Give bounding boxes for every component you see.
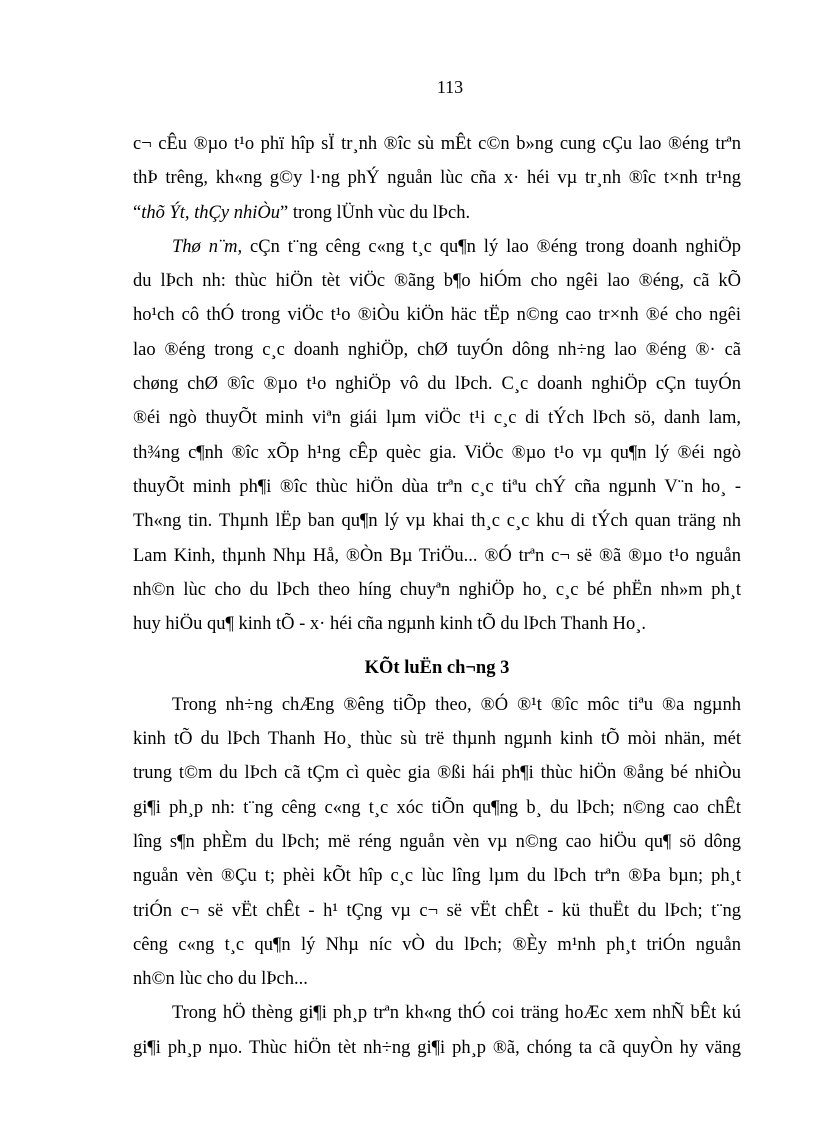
text-line: Trong hÖ thèng gi¶i ph¸p trªn kh«ng thÓ coi träng hoÆc xem nhÑ bÊt kú — [172, 1003, 741, 1024]
paragraph-1 — [133, 127, 741, 230]
text-line: huy hiÖu qu¶ kinh tÕ - x· héi cña ngµnh kinh tÕ du lÞch Thanh Ho¸. — [133, 614, 647, 635]
text-line: nh©n lùc cho du lÞch... — [133, 969, 308, 990]
page-number: 113 — [436, 77, 464, 97]
text-line: Trong nh÷ng chÆng ®êng tiÕp theo, ®Ó ®¹t ®îc môc tiªu ®a ngµnh — [172, 694, 741, 715]
text-line: ®éi ngò thuyÕt minh viªn giái lµm viÖc t¹i c¸c di tÝch lÞch sö, danh lam, — [133, 408, 741, 429]
text-line: nguån vèn ®Çu t; phèi kÕt hîp c¸c lùc lîng lµm du lÞch trªn ®Þa bµn; ph¸t — [133, 866, 741, 887]
text-line: c¬ cÊu ®µo t¹o phï hîp sÏ tr¸nh ®îc sù mÊt c©n b»ng cung cÇu lao ®éng trªn — [133, 134, 741, 154]
italic-lead: Thø n¨m, — [172, 236, 243, 257]
paragraph-4 — [133, 996, 741, 1065]
text-line: lîng s¶n phÈm du lÞch; më réng nguån vèn vµ n©ng cao hiÖu qu¶ sö dông — [133, 831, 741, 852]
text-line: triÓn c¬ së vËt chÊt - h¹ tÇng vµ c¬ së vËt chÊt - kü thuËt du lÞch; t¨ng — [133, 900, 741, 921]
text-line — [133, 230, 741, 264]
text-line: thuyÕt minh ph¶i ®îc thùc hiÖn dùa trªn c¸c tiªu chÝ cña ngµnh V¨n ho¸ - — [133, 476, 741, 497]
text-line: gi¶i ph¸p nµo. Thùc hiÖn tèt nh÷ng gi¶i ph¸p ®ã, chóng ta cã quyÒn hy väng — [133, 1037, 741, 1058]
text-line: cêng c«ng t¸c qu¶n lý Nhµ níc vÒ du lÞch; ®Èy m¹nh ph¸t triÓn nguån — [133, 934, 741, 955]
paragraph-3 — [133, 688, 741, 997]
text-line: du lÞch nh: thùc hiÖn tèt viÖc ®ãng b¶o hiÓm cho ngêi lao ®éng, cã kÕ — [133, 271, 741, 292]
document-body — [133, 127, 741, 1065]
quote-open: “ — [133, 202, 142, 223]
text-line: trung t©m du lÞch cã tÇm cì quèc gia ®ßi hái ph¶i thùc hiÖn ®ång bé nhiÒu — [133, 763, 741, 784]
text-line: gi¶i ph¸p nh: t¨ng cêng c«ng t¸c xóc tiÕn qu¶ng b¸ du lÞch; n©ng cao chÊt — [133, 797, 741, 818]
text-line: kinh tÕ du lÞch Thanh Ho¸ thùc sù trë thµnh ngµnh kinh tÕ mòi nhän, mét — [133, 729, 741, 750]
text-line: Lam Kinh, thµnh Nhµ Hå, ®Òn Bµ TriÖu... ®Ó trªn c¬ së ®ã ®µo t¹o nguån — [133, 545, 741, 566]
text-line: th¾ng c¶nh ®îc xÕp h¹ng cÊp quèc gia. ViÖc ®µo t¹o vµ qu¶n lý ®éi ngò — [133, 442, 741, 463]
text-line: ho¹ch cô thÓ trong viÖc t¹o ®iÒu kiÖn häc tËp n©ng cao tr×nh ®é cho ngêi — [133, 305, 741, 326]
italic-quote: thõ Ýt, thÇy nhiÒu — [141, 202, 280, 223]
text-line: Th«ng tin. Thµnh lËp ban qu¶n lý vµ khai th¸c c¸c khu di tÝch quan träng nh — [133, 511, 741, 532]
paragraph-2 — [133, 230, 741, 642]
text-line: chøng chØ ®îc ®µo t¹o nghiÖp vô du lÞch. C¸c doanh nghiÖp cÇn tuyÓn — [133, 374, 741, 395]
text-line — [133, 196, 741, 230]
text-line: thÞ trêng, kh«ng g©y l·ng phÝ nguån lùc cña x· héi vµ tr¸nh ®îc t×nh tr¹ng — [133, 168, 741, 189]
text-line: nh©n lùc cho du lÞch theo híng chuyªn nghiÖp ho¸ c¸c bé phËn nh»m ph¸t — [133, 579, 741, 600]
text-line: lao ®éng trong c¸c doanh nghiÖp, chØ tuyÓn dông nh÷ng lao ®éng ®· cã — [133, 339, 741, 360]
text-run: cÇn t¨ng cêng c«ng t¸c qu¶n lý lao ®éng trong doanh nghiÖp — [242, 236, 741, 257]
section-heading: KÕt luËn ch¬ng 3 — [364, 658, 510, 679]
text-run: ” trong lÜnh vùc du lÞch. — [279, 202, 471, 223]
